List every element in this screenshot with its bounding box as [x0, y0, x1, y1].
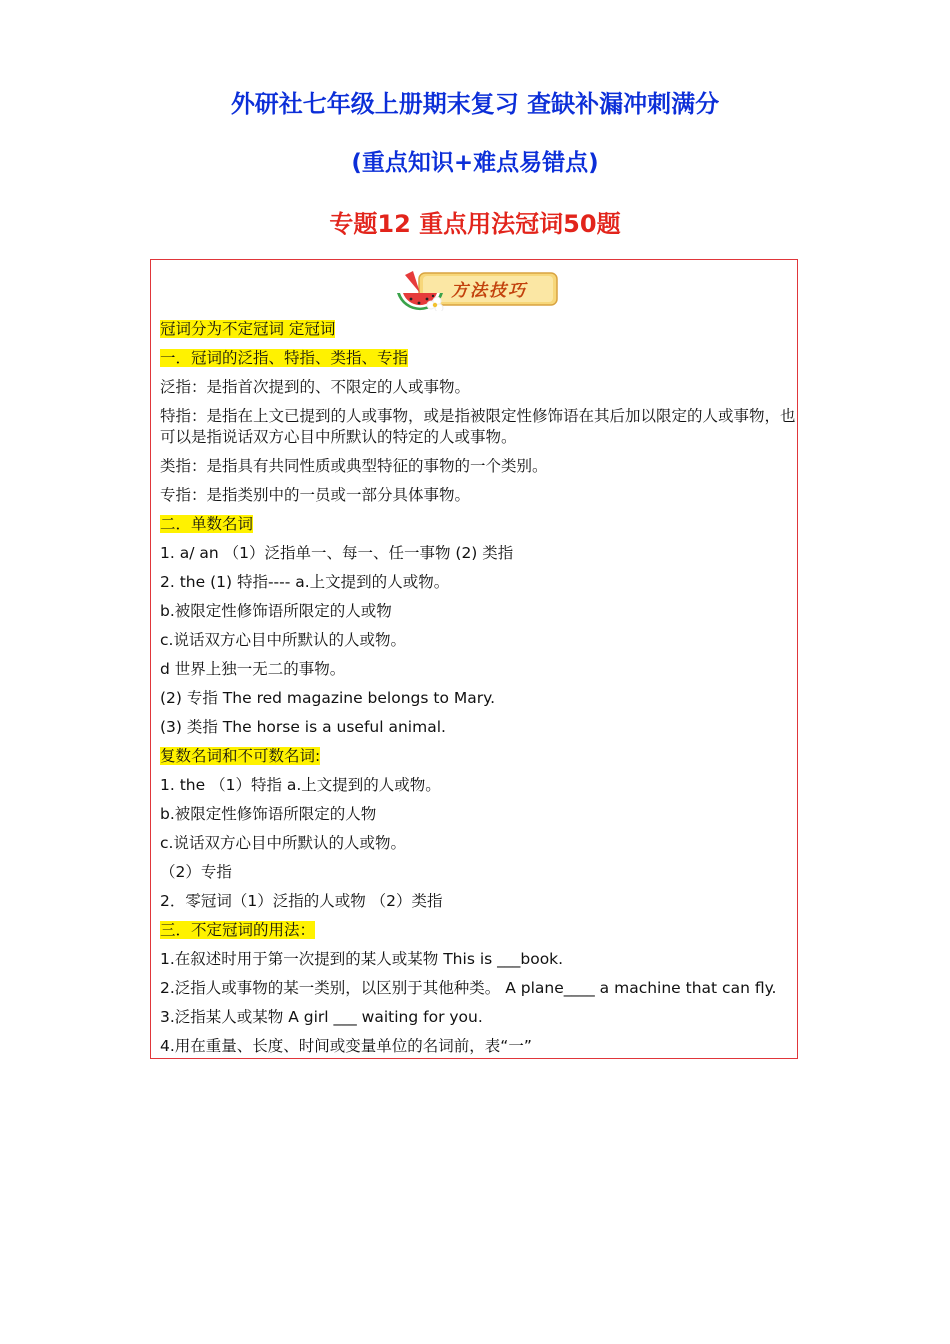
- list-item: (3) 类指 The horse is a useful animal.: [160, 718, 446, 736]
- list-item: (2) 专指 The red magazine belongs to Mary.: [160, 689, 496, 707]
- list-item: （2）专指: [160, 863, 232, 881]
- tips-box: [150, 259, 798, 1059]
- list-item: 二．单数名词: [160, 515, 254, 533]
- list-item: b.被限定性修饰语所限定的人物: [160, 805, 377, 823]
- list-item: 冠词分为不定冠词 定冠词: [160, 320, 336, 338]
- topic-title: 专题12 重点用法冠词50题: [329, 210, 621, 238]
- list-item: 三．不定冠词的用法：: [160, 921, 316, 939]
- list-item: 类指：是指具有共同性质或典型特征的事物的一个类别。: [160, 457, 548, 475]
- method-tips-badge: [393, 263, 561, 311]
- list-item: 2．零冠词（1）泛指的人或物 （2）类指: [160, 892, 443, 910]
- list-item: 一．冠词的泛指、特指、类指、专指: [160, 349, 409, 367]
- list-item: 3.泛指某人或某物 A girl ___ waiting for you.: [160, 1008, 483, 1026]
- list-item: 1.在叙述时用于第一次提到的某人或某物 This is ___book.: [160, 950, 564, 968]
- list-item: 泛指：是指首次提到的、不限定的人或事物。: [160, 378, 471, 396]
- tips-content: [160, 315, 796, 1061]
- main-title: 外研社七年级上册期末复习 查缺补漏冲刺满分: [230, 90, 720, 118]
- list-item: d 世界上独一无二的事物。: [160, 660, 346, 678]
- list-item: b.被限定性修饰语所限定的人或物: [160, 602, 392, 620]
- list-item: 专指：是指类别中的一员或一部分具体事物。: [160, 486, 471, 504]
- list-item: 特指：是指在上文已提到的人或事物，或是指被限定性修饰语在其后加以限定的人或事物，也可以是指说话双方心目中所默认的特定的人或事物。: [160, 407, 796, 446]
- list-item: 1. the （1）特指 a.上文提到的人或物。: [160, 776, 441, 794]
- list-item: 1. a/ an （1）泛指单一、每一、任一事物 (2) 类指: [160, 544, 514, 562]
- list-item: 2.泛指人或事物的某一类别，以区别于其他种类。 A plane____ a machine that can fly.: [160, 979, 777, 997]
- sub-title: (重点知识+难点易错点): [351, 150, 599, 176]
- list-item: 4.用在重量、长度、时间或变量单位的名词前，表“一”: [160, 1037, 532, 1055]
- list-item: c.说话双方心目中所默认的人或物。: [160, 631, 406, 649]
- list-item: c.说话双方心目中所默认的人或物。: [160, 834, 406, 852]
- badge-label: 方法技巧: [451, 281, 527, 301]
- list-item: 复数名词和不可数名词:: [160, 747, 321, 765]
- list-item: 2. the (1) 特指---- a.上文提到的人或物。: [160, 573, 450, 591]
